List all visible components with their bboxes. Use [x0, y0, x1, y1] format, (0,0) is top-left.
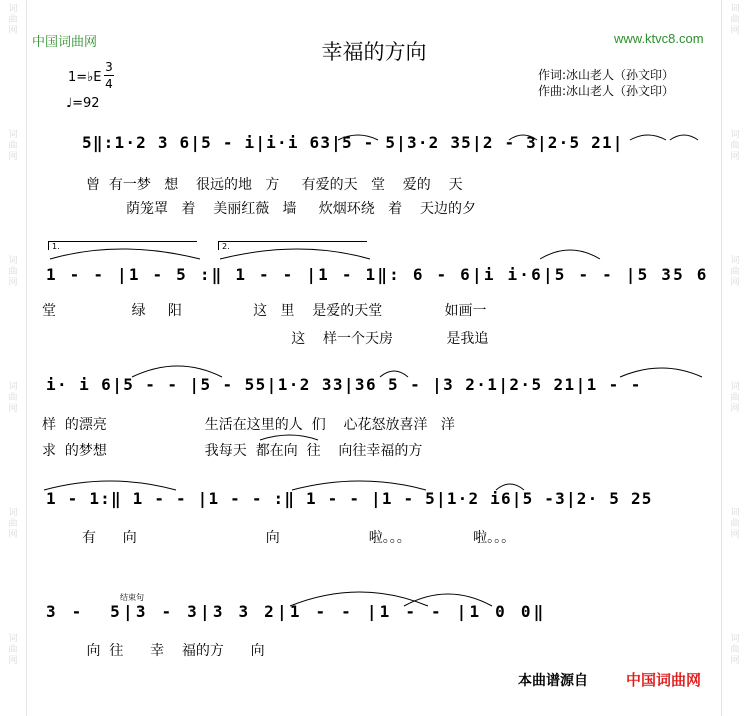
tempo-value: =92 [72, 96, 100, 111]
composer-credit: 作曲:冰山老人（孙文印） [538, 84, 675, 98]
watermark-glyph: 网 [730, 530, 740, 540]
watermark-glyph-stack [0, 508, 26, 541]
source-label: 本曲谱源自 [518, 673, 588, 689]
volta-2-label: 2. [222, 242, 230, 251]
watermark-glyph-stack [0, 256, 26, 289]
watermark-glyph: 网 [8, 530, 18, 540]
watermark-glyph: 曲 [8, 519, 18, 529]
volta-1-label: 1. [52, 242, 60, 251]
watermark-glyph: 网 [730, 152, 740, 162]
watermark-glyph-stack [0, 382, 26, 415]
notation-row-3: i· i 6|5 - - |5 - 55|1·2 33|36 5 - |3 2·1|2·5 21|1 - - [46, 375, 642, 394]
watermark-glyph: 网 [8, 152, 18, 162]
watermark-glyph: 词 [8, 382, 18, 392]
watermark-glyph: 网 [730, 404, 740, 414]
watermark-glyph-stack [722, 4, 748, 37]
watermark-glyph: 词 [8, 130, 18, 140]
lyric-row-3-verse-2: 求 的梦想 我每天 都在向 往 向往幸福的方 [42, 443, 423, 459]
lyric-slur-row-3 [200, 428, 320, 442]
watermark-glyph: 曲 [8, 267, 18, 277]
meter-bottom: 4 [105, 77, 113, 91]
watermark-glyph-stack [722, 256, 748, 289]
ending-label: 结束句 [120, 593, 144, 602]
watermark-glyph-stack [0, 634, 26, 667]
watermark-glyph: 网 [8, 404, 18, 414]
site-url[interactable]: www.ktvc8.com [614, 31, 704, 46]
watermark-glyph-stack [722, 130, 748, 163]
watermark-glyph: 曲 [730, 15, 740, 25]
key-signature: 1=♭E [68, 70, 102, 85]
watermark-glyph: 网 [730, 26, 740, 36]
quarter-note-icon: ♩ [66, 96, 73, 111]
watermark-glyph: 词 [730, 634, 740, 644]
lyric-row-2-verse-2: 这 样一个天房 是我追 [42, 331, 489, 347]
watermark-glyph: 词 [8, 634, 18, 644]
notation-row-4: 1 - 1:‖ 1 - - |1 - - :‖ 1 - - |1 - 5|1·2 i6|5 -3|2· 5 25 [46, 489, 653, 508]
watermark-glyph: 词 [8, 4, 18, 14]
watermark-glyph: 词 [730, 382, 740, 392]
watermark-glyph: 曲 [8, 141, 18, 151]
watermark-glyph: 曲 [730, 267, 740, 277]
watermark-glyph: 网 [730, 656, 740, 666]
lyricist-credit: 作词:冰山老人（孙文印） [538, 68, 675, 82]
watermark-glyph: 网 [8, 656, 18, 666]
watermark-glyph: 曲 [730, 393, 740, 403]
watermark-glyph: 曲 [8, 393, 18, 403]
watermark-glyph: 词 [730, 130, 740, 140]
watermark-glyph: 曲 [8, 15, 18, 25]
notation-row-2: 1 - - |1 - 5 :‖ 1 - - |1 - 1‖: 6 - 6|i i·6|5 - - |5 35 6 [46, 265, 709, 284]
left-margin-strip [0, 0, 27, 716]
site-name-header[interactable]: 中国词曲网 [32, 35, 98, 50]
watermark-glyph-stack [0, 4, 26, 37]
lyric-row-1-verse-2: 荫笼罩 着 美丽红薇 墙 炊烟环绕 着 天边的夕 [86, 201, 476, 217]
right-margin-strip [721, 0, 748, 716]
watermark-glyph: 曲 [8, 645, 18, 655]
watermark-glyph: 曲 [730, 519, 740, 529]
source-brand-link[interactable]: 中国词曲网 [626, 671, 702, 689]
meter-top: 3 [105, 60, 113, 74]
notation-row-5: 3 - 5|3 - 3|3 3 2|1 - - |1 - - |1 0 0‖ [46, 602, 547, 621]
lyric-row-2-verse-1: 堂 绿 阳 这 里 是爱的天堂 如画一 [42, 303, 487, 319]
watermark-glyph: 词 [730, 256, 740, 266]
watermark-glyph: 曲 [730, 645, 740, 655]
watermark-glyph-stack [722, 382, 748, 415]
slurs-row-1 [40, 118, 720, 148]
watermark-glyph-stack [722, 508, 748, 541]
watermark-glyph: 网 [8, 278, 18, 288]
meter [104, 60, 114, 91]
watermark-glyph: 网 [8, 26, 18, 36]
tempo-marking [66, 96, 100, 111]
watermark-glyph: 词 [730, 508, 740, 518]
watermark-glyph: 曲 [730, 141, 740, 151]
watermark-glyph: 网 [730, 278, 740, 288]
watermark-glyph: 词 [730, 4, 740, 14]
lyric-row-4-verse-1: 有 向 向 啦。。。 啦。。。 [42, 530, 516, 546]
song-title: 幸福的方向 [321, 40, 427, 64]
notation-row-1: 5‖:1·2 3 6|5 - i|i·i 63|5 - 5|3·2 35|2 - 3|2·5 21| [82, 133, 624, 152]
lyric-row-5: 向 往 幸 福的方 向 [42, 643, 265, 659]
watermark-glyph-stack [0, 130, 26, 163]
watermark-glyph: 词 [8, 256, 18, 266]
watermark-glyph: 词 [8, 508, 18, 518]
watermark-glyph-stack [722, 634, 748, 667]
lyric-row-1-verse-1: 曾 有一梦 想 很远的地 方 有爱的天 堂 爱的 天 [86, 177, 463, 193]
lyric-row-3-verse-1: 样 的漂亮 生活在这里的人 们 心花怒放喜洋 洋 [42, 417, 455, 433]
